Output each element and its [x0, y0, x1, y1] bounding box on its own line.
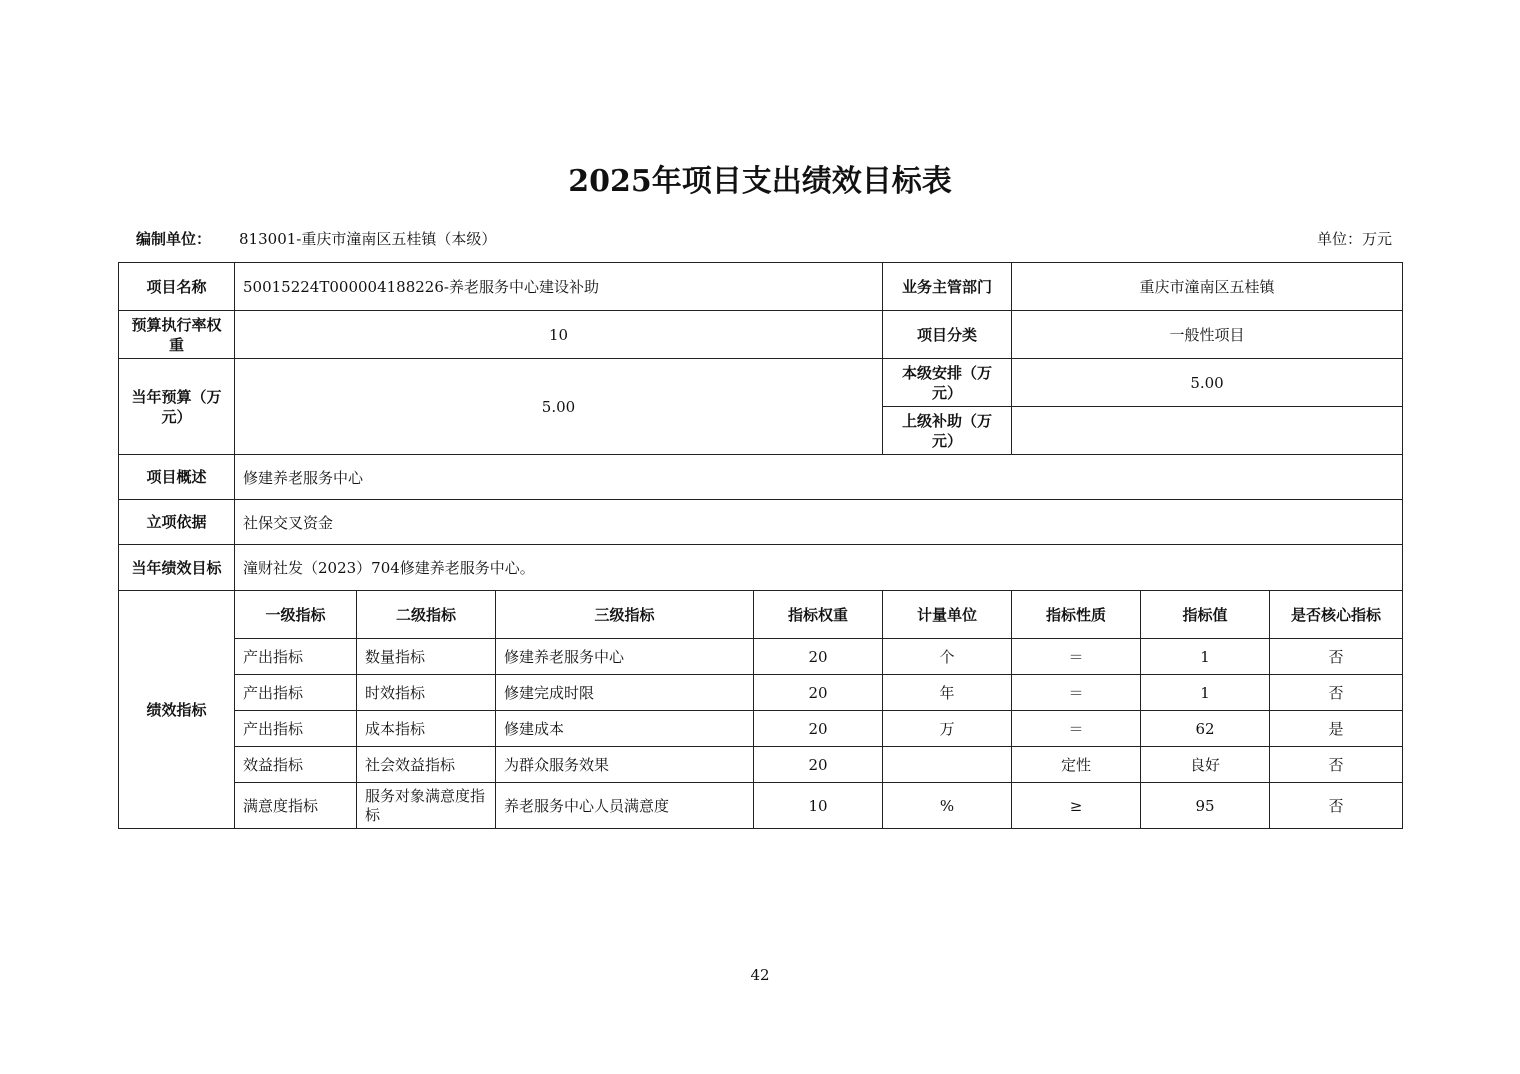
- header-weight: 指标权重: [754, 591, 883, 639]
- weight-cell: 20: [754, 747, 883, 783]
- project-name-value: 50015224T000004188226-养老服务中心建设补助: [235, 263, 883, 311]
- overview-label: 项目概述: [119, 455, 235, 500]
- compiling-unit: [136, 228, 496, 249]
- core-cell: 是: [1270, 711, 1403, 747]
- indicator-row: [119, 639, 1403, 675]
- value-cell: 95: [1141, 783, 1270, 829]
- level2-cell: 时效指标: [357, 675, 496, 711]
- level3-cell: 养老服务中心人员满意度: [496, 783, 754, 829]
- value-cell: 62: [1141, 711, 1270, 747]
- level2-cell: 服务对象满意度指标: [357, 783, 496, 829]
- header-value: 指标值: [1141, 591, 1270, 639]
- weight-cell: 20: [754, 639, 883, 675]
- level3-cell: 修建成本: [496, 711, 754, 747]
- goal-value: 潼财社发（2023）704修建养老服务中心。: [235, 545, 1403, 591]
- header-level2: 二级指标: [357, 591, 496, 639]
- rate-value: 10: [235, 311, 883, 359]
- header-level3: 三级指标: [496, 591, 754, 639]
- unit-cell: 年: [883, 675, 1012, 711]
- local-arrangement-value: 5.00: [1012, 359, 1403, 407]
- level3-cell: 修建养老服务中心: [496, 639, 754, 675]
- nature-cell: ＝: [1012, 639, 1141, 675]
- level1-cell: 产出指标: [235, 639, 357, 675]
- level2-cell: 社会效益指标: [357, 747, 496, 783]
- indicator-row: [119, 747, 1403, 783]
- header-unit: 计量单位: [883, 591, 1012, 639]
- indicator-row: [119, 675, 1403, 711]
- compiling-unit-label: 编制单位：: [136, 230, 212, 248]
- level1-cell: 产出指标: [235, 675, 357, 711]
- header-level1: 一级指标: [235, 591, 357, 639]
- weight-cell: 10: [754, 783, 883, 829]
- level1-cell: 产出指标: [235, 711, 357, 747]
- nature-cell: ＝: [1012, 675, 1141, 711]
- value-cell: 良好: [1141, 747, 1270, 783]
- indicator-header-row: [119, 591, 1403, 639]
- goal-label: 当年绩效目标: [119, 545, 235, 591]
- indicator-row: [119, 711, 1403, 747]
- level2-cell: 成本指标: [357, 711, 496, 747]
- budget-value: 5.00: [235, 359, 883, 455]
- currency-unit: 单位：万元: [1316, 230, 1392, 248]
- category-value: 一般性项目: [1012, 311, 1403, 359]
- indicators-label: 绩效指标: [119, 591, 235, 829]
- core-cell: 否: [1270, 783, 1403, 829]
- nature-cell: ≥: [1012, 783, 1141, 829]
- weight-cell: 20: [754, 711, 883, 747]
- core-cell: 否: [1270, 639, 1403, 675]
- rate-label: 预算执行率权重: [119, 311, 235, 359]
- category-label: 项目分类: [883, 311, 1012, 359]
- weight-cell: 20: [754, 675, 883, 711]
- upper-subsidy-value: [1012, 407, 1403, 455]
- header-core: 是否核心指标: [1270, 591, 1403, 639]
- unit-cell: 万: [883, 711, 1012, 747]
- level3-cell: 修建完成时限: [496, 675, 754, 711]
- indicator-row: [119, 783, 1403, 829]
- unit-cell: %: [883, 783, 1012, 829]
- nature-cell: 定性: [1012, 747, 1141, 783]
- nature-cell: ＝: [1012, 711, 1141, 747]
- table-row: [119, 263, 1403, 311]
- unit-cell: [883, 747, 1012, 783]
- project-name-label: 项目名称: [119, 263, 235, 311]
- compiling-unit-value: 813001-重庆市潼南区五桂镇（本级）: [239, 230, 497, 248]
- page-number: 42: [750, 966, 770, 984]
- core-cell: 否: [1270, 675, 1403, 711]
- table-row: [119, 359, 1403, 407]
- basis-label: 立项依据: [119, 500, 235, 545]
- unit-cell: 个: [883, 639, 1012, 675]
- performance-table: [118, 262, 1403, 829]
- header-nature: 指标性质: [1012, 591, 1141, 639]
- level1-cell: 效益指标: [235, 747, 357, 783]
- table-row: [119, 455, 1403, 500]
- table-row: [119, 545, 1403, 591]
- value-cell: 1: [1141, 639, 1270, 675]
- overview-value: 修建养老服务中心: [235, 455, 1403, 500]
- level3-cell: 为群众服务效果: [496, 747, 754, 783]
- level2-cell: 数量指标: [357, 639, 496, 675]
- dept-value: 重庆市潼南区五桂镇: [1012, 263, 1403, 311]
- level1-cell: 满意度指标: [235, 783, 357, 829]
- core-cell: 否: [1270, 747, 1403, 783]
- upper-subsidy-label: 上级补助（万元）: [883, 407, 1012, 455]
- local-arrangement-label: 本级安排（万元）: [883, 359, 1012, 407]
- value-cell: 1: [1141, 675, 1270, 711]
- table-row: [119, 500, 1403, 545]
- table-row: [119, 311, 1403, 359]
- dept-label: 业务主管部门: [883, 263, 1012, 311]
- page-title: 2025年项目支出绩效目标表: [568, 164, 952, 199]
- basis-value: 社保交叉资金: [235, 500, 1403, 545]
- budget-label: 当年预算（万元）: [119, 359, 235, 455]
